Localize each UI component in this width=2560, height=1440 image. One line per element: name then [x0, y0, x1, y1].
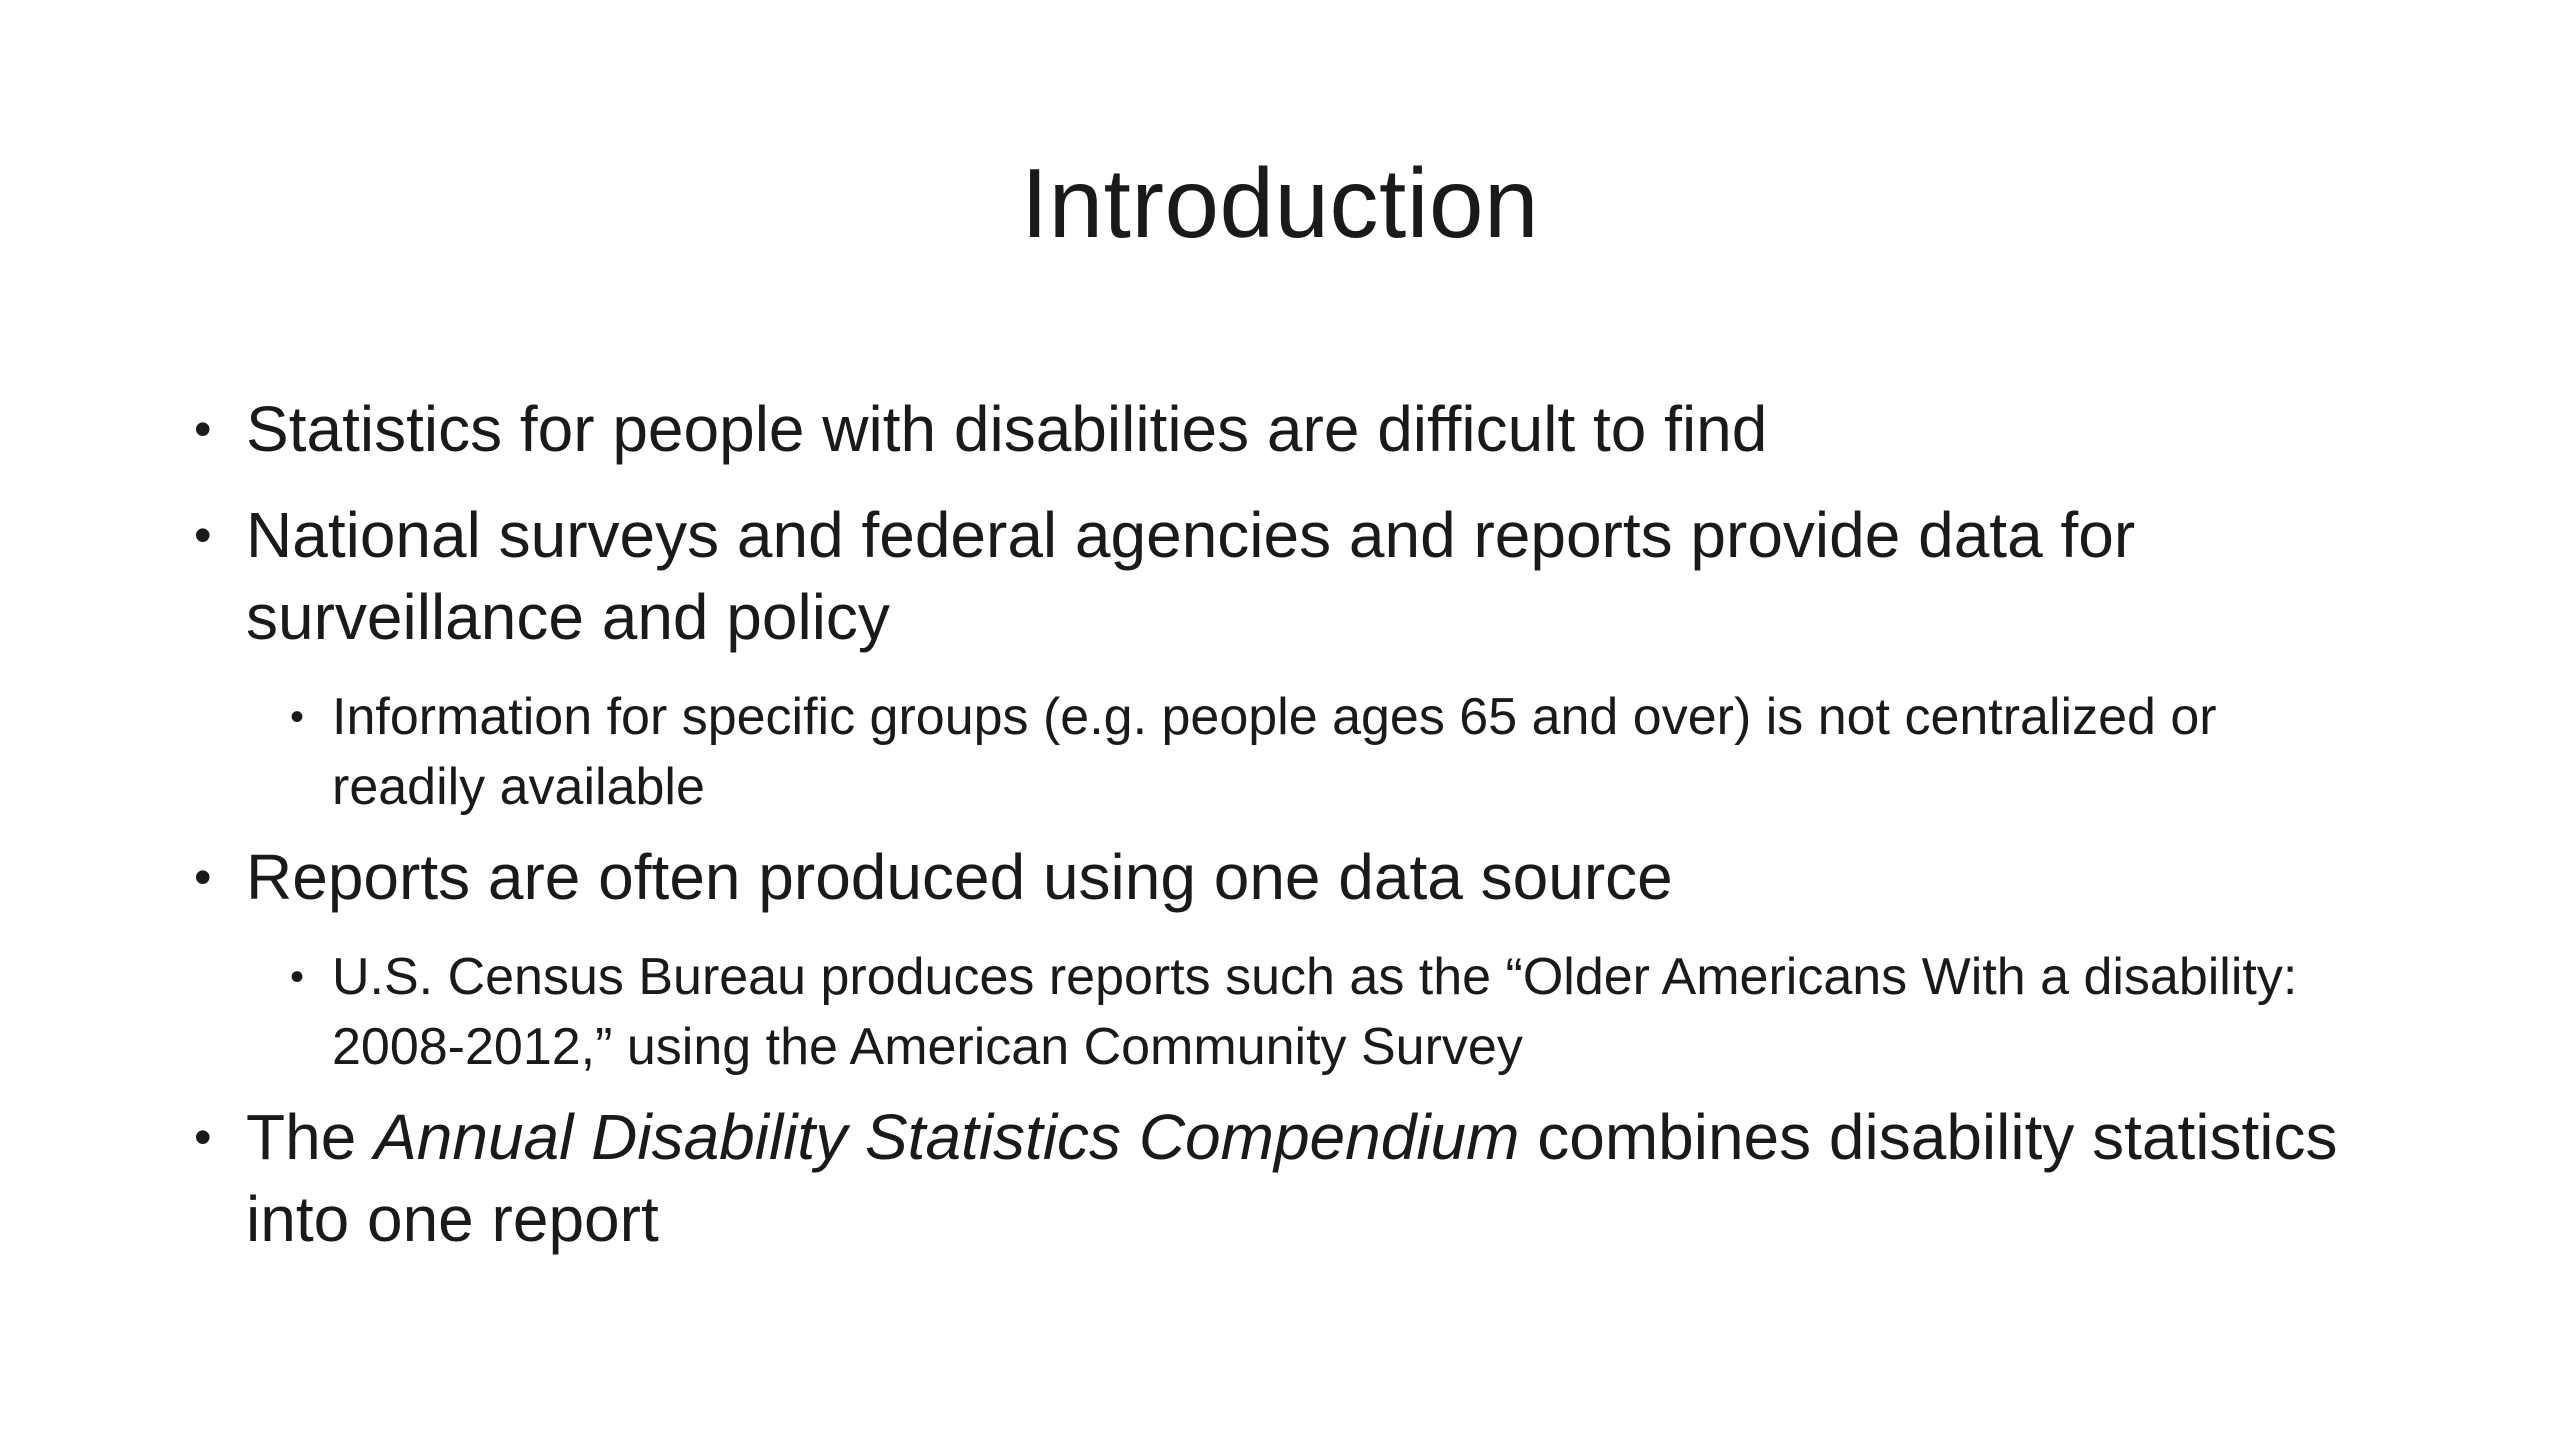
bullet-dot-icon: •	[194, 1109, 212, 1165]
bullet-dot-icon: •	[290, 695, 305, 739]
compendium-title: Annual Disability Statistics Compendium	[374, 1101, 1520, 1173]
sub-bullet-text: U.S. Census Bureau produces reports such as the “Older Americans With a disability: 2008-2012,” using the American Community Survey	[332, 948, 2298, 1076]
sub-bullet-list	[190, 942, 2340, 1082]
sub-bullet-item	[290, 682, 2340, 822]
bullet-text-before: The	[246, 1101, 375, 1173]
sub-bullet-list	[190, 682, 2340, 822]
bullet-dot-icon: •	[290, 955, 305, 999]
sub-bullet-text: Information for specific groups (e.g. people ages 65 and over) is not centralized or readily available	[332, 688, 2217, 816]
bullet-text: Reports are often produced using one data source	[246, 841, 1673, 913]
bullet-text: Statistics for people with disabilities are difficult to find	[246, 393, 1768, 465]
bullet-item	[190, 836, 2340, 918]
bullet-item	[190, 494, 2340, 658]
bullet-dot-icon: •	[194, 507, 212, 563]
bullet-list	[190, 388, 2340, 1284]
bullet-text-after: combines disability statistics into one report	[246, 1101, 2338, 1255]
sub-bullet-item	[290, 942, 2340, 1082]
bullet-item	[190, 388, 2340, 470]
slide-title: Introduction	[1020, 148, 1540, 258]
bullet-dot-icon: •	[194, 849, 212, 905]
bullet-text: National surveys and federal agencies and reports provide data for surveillance and policy	[246, 499, 2136, 653]
bullet-item	[190, 1096, 2340, 1260]
bullet-dot-icon: •	[194, 401, 212, 457]
